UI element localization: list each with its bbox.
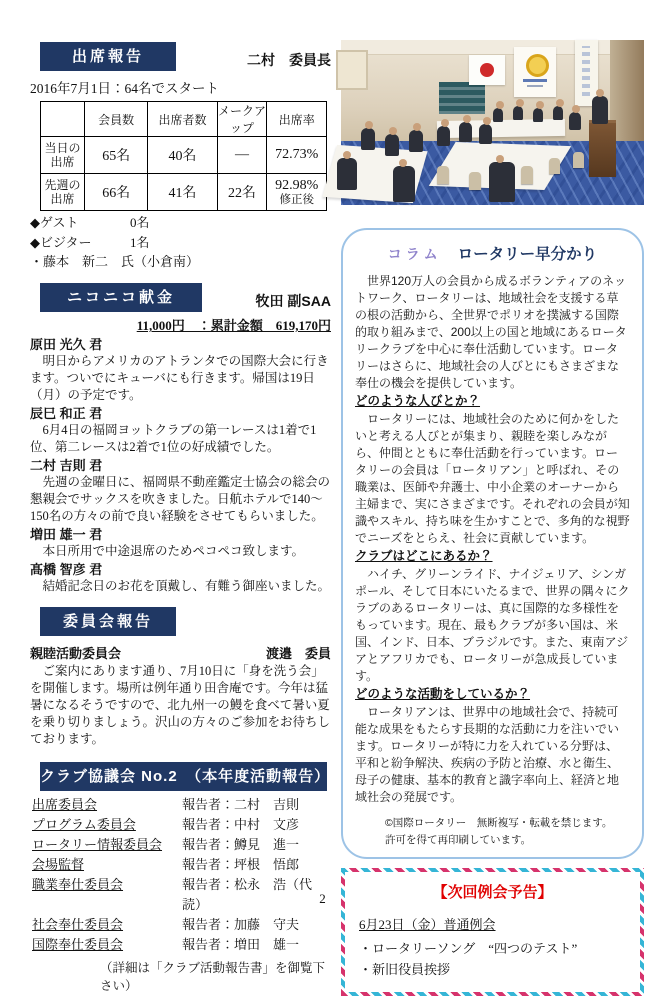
committee-section-header: 委員会報告: [40, 607, 176, 636]
guest-count: 0名: [130, 215, 150, 230]
attendance-chair-name: 二村 委員長: [247, 52, 331, 68]
person-figure: [385, 134, 399, 156]
column-copyright-line1: ©国際ロータリー 無断複写・転載を禁じます。: [385, 817, 613, 829]
donor-name: 増田 雄一 君: [30, 527, 103, 542]
attendance-row-label: 先週の出席: [41, 174, 85, 211]
attendance-col-makeup: メークアップ: [217, 102, 267, 137]
committee-name: 親睦活動委員会: [30, 646, 122, 661]
japan-flag: [469, 55, 505, 85]
chair: [469, 172, 481, 190]
attendance-section-header: 出席報告: [40, 42, 176, 71]
assembly-reporter: 報告者：松永 浩（代読）: [182, 877, 313, 912]
visitor-count: 1名: [130, 235, 150, 250]
assembly-reporter: 報告者：加藤 守夫: [182, 917, 300, 932]
table-row: [41, 137, 327, 174]
photo-banner: [439, 82, 485, 114]
column-intro: 世界120万人の会員から成るボランティアのネットワーク、ロータリーは、地域社会を支援する草の根の活動から、全世界でポリオを撲滅する国際的取り組みまで、200以上の国と地域にあるロータリークラブを中心に奉仕活動しています。ロータリーはさらに、地域社会の人びとにもさまざまな奉仕の機会を提供しています。: [355, 274, 627, 390]
donor-name: 髙橋 智彦 君: [30, 562, 103, 577]
assembly-reporter: 報告者：増田 雄一: [182, 937, 300, 952]
list-item: [32, 835, 331, 855]
chair: [437, 166, 449, 184]
list-item: [30, 526, 331, 560]
rotary-flag: [514, 47, 556, 97]
assembly-reporter: 報告者：坪根 悟郎: [182, 857, 300, 872]
attendance-table: [40, 101, 327, 211]
attendance-rate: 72.73%: [267, 137, 327, 174]
niconico-amount-line: 11,000円 ：累計金額 619,170円: [136, 318, 331, 333]
attendance-makeup: ―: [217, 137, 267, 174]
attendance-makeup: 22名: [217, 174, 267, 211]
column-tag: コラム: [387, 246, 442, 262]
attendance-col-rate: 出席率: [267, 102, 327, 137]
club-assembly-list: [32, 795, 331, 955]
niconico-saa-name: 牧田 副SAA: [255, 293, 331, 309]
visitor-label: ◆ビジター: [30, 235, 92, 250]
left-column: [30, 42, 331, 994]
next-meeting-item: ・新旧役員挨拶: [359, 962, 451, 977]
attendance-attendees: 41名: [148, 174, 217, 211]
column-section-body: ロータリアンは、世界中の地域社会で、持続可能な成果をもたらす長期的な活動に力を注いでいます。ロータリーが特に力を入れている分野は、平和と紛争解決、疾病の予防と治療、水と衛生、母子の健康、基本的教育と識字率向上、経済と地域社会の発展です。: [355, 705, 620, 804]
attendance-table-header-row: [41, 102, 327, 137]
donor-comment: 本日所用で中途退席のためペコペコ致します。: [42, 544, 305, 558]
attendance-rate-value: 92.98%: [275, 178, 319, 193]
donor-comment: 結婚記念日のお花を頂戴し、有難う御座いました。: [42, 579, 331, 593]
list-item: [32, 855, 331, 875]
podium: [589, 120, 616, 177]
photo-wall-frame: [336, 50, 368, 90]
list-item: [32, 795, 331, 815]
column-title: ロータリー早分かり: [457, 246, 598, 263]
list-item: [30, 457, 331, 525]
chair: [521, 166, 533, 184]
attendance-col-attendees: 出席者数: [148, 102, 217, 137]
next-meeting-item: ・ロータリーソング “四つのテスト”: [359, 941, 578, 956]
chair: [549, 158, 560, 174]
person-figure: [479, 124, 492, 144]
committee-member-name: 渡邉 委員: [265, 646, 331, 661]
person-figure: [489, 162, 515, 202]
person-figure: [513, 106, 523, 120]
donor-name: 二村 吉則 君: [30, 458, 103, 473]
assembly-committee: ロータリー情報委員会: [32, 837, 163, 852]
assembly-committee: 社会奉仕委員会: [32, 917, 124, 932]
attendance-start-line: 2016年7月1日：64名でスタート: [30, 81, 219, 96]
list-item: [30, 405, 331, 456]
column-copyright-line2: 許可を得て再印刷しています。: [385, 834, 532, 846]
club-assembly-note: （詳細は「クラブ活動報告書」を御覧下さい）: [100, 961, 326, 993]
assembly-reporter: 報告者：鱒見 進一: [182, 837, 300, 852]
attendance-col-blank: [41, 102, 85, 137]
person-figure: [409, 130, 423, 152]
assembly-committee: 出席委員会: [32, 797, 98, 812]
assembly-committee: 会場監督: [32, 857, 85, 872]
club-assembly-header: クラブ協議会 No.2 （本年度活動報告）: [40, 762, 327, 791]
rotary-column-box: [341, 228, 644, 859]
niconico-section-header: ニコニコ献金: [40, 283, 202, 312]
donor-name: 原田 光久 君: [30, 337, 103, 352]
person-figure: [493, 108, 503, 122]
attendance-attendees: 40名: [148, 137, 217, 174]
list-item: [32, 815, 331, 835]
assembly-committee: プログラム委員会: [32, 817, 136, 832]
person-figure: [393, 166, 415, 202]
column-section-body: ロータリーには、地域社会のために何かをしたいと考える人びとが集まり、親睦を楽しみながら、仲間とともに奉仕活動を行っています。ロータリーの会員は「ロータリアン」と呼ばれ、その職業は、医師や弁護士、中小企業のオーナーから主婦まで、実にさまざまです。それぞれの会員が知識やスキル、持ち味を生かすことで、多角的な視野でニーズをとらえ、社会に貢献しています。: [355, 412, 630, 545]
donor-comment: 先週の金曜日に、福岡県不動産鑑定士協会の総会の懇親会でサックスを吹きました。日航ホテルで140～150名の方々の前で良い経験をさせてもらいました。: [30, 475, 331, 523]
column-section-heading: クラブはどこにあるか？: [355, 549, 493, 563]
person-figure: [569, 112, 581, 130]
attendance-rate-note: 修正後: [279, 194, 314, 206]
rotary-wheel-icon: [526, 54, 549, 77]
person-figure: [437, 126, 450, 146]
page-number: 2: [319, 891, 326, 906]
attendance-rate: [267, 174, 327, 211]
chair: [573, 152, 584, 168]
photo-ceiling: [341, 40, 644, 55]
column-section-body: ハイチ、グリーンライド、ナイジェリア、シンガポール、そして日本にいたるまで、世界の隅々にクラブのあるロータリーは、真に国際的な多様性をもっています。現在、最もクラブが多い国は、米国、インド、日本、ブラジルです。また、東南アジアとアフリカでも、ロータリーが急成長しています。: [355, 567, 630, 683]
list-item: [30, 561, 331, 595]
column-section-heading: どのような活動をしているか？: [355, 687, 531, 701]
guest-label: ◆ゲスト: [30, 215, 79, 230]
person-figure: [553, 106, 563, 120]
person-figure: [533, 108, 543, 122]
speaker-figure: [592, 96, 608, 124]
list-item: [32, 935, 331, 955]
attendance-row-label: 当日の出席: [41, 137, 85, 174]
assembly-committee: 国際奉仕委員会: [32, 937, 124, 952]
donor-comment: 6月4日の福岡ヨットクラブの第一レースは1着で1位、第二レースは2着で1位の好成績でした。: [30, 423, 317, 454]
donor-name: 辰巳 和正 君: [30, 406, 103, 421]
person-figure: [337, 158, 357, 190]
person-figure: [361, 128, 375, 150]
assembly-committee: 職業奉仕委員会: [32, 877, 124, 892]
assembly-reporter: 報告者：中村 文彦: [182, 817, 300, 832]
attendance-members: 66名: [84, 174, 147, 211]
next-meeting-date: 6月23日（金）普通例会: [359, 917, 496, 932]
committee-report-text: ご案内にあります通り、7月10日に「身を洗う会」を開催します。場所は例年通り田舎庵です。今年は猛暑になるそうですので、北九州一の鰻を食べて暑い夏を乗り切りましょう。沢山の方々のご参加をお待ちしております。: [30, 664, 331, 746]
person-figure: [459, 122, 472, 142]
attendance-members: 65名: [84, 137, 147, 174]
next-meeting-box: [341, 868, 644, 996]
right-column: [341, 40, 644, 996]
donor-comment: 明日からアメリカのアトランタでの国際大会に行きます。ついでにキューバにも行きます。帰国は19日（月）の予定です。: [30, 354, 329, 402]
list-item: [30, 336, 331, 404]
visitor-name: ・藤本 新二 氏（小倉南）: [30, 254, 200, 269]
attendance-col-members: 会員数: [84, 102, 147, 137]
list-item: [32, 915, 331, 935]
assembly-reporter: 報告者：二村 吉則: [182, 797, 300, 812]
meeting-photo: [341, 40, 644, 205]
column-section-heading: どのような人びとか？: [355, 394, 481, 408]
next-meeting-title: 【次回例会予告】: [432, 884, 553, 901]
column-title-row: [355, 242, 630, 264]
table-row: [41, 174, 327, 211]
